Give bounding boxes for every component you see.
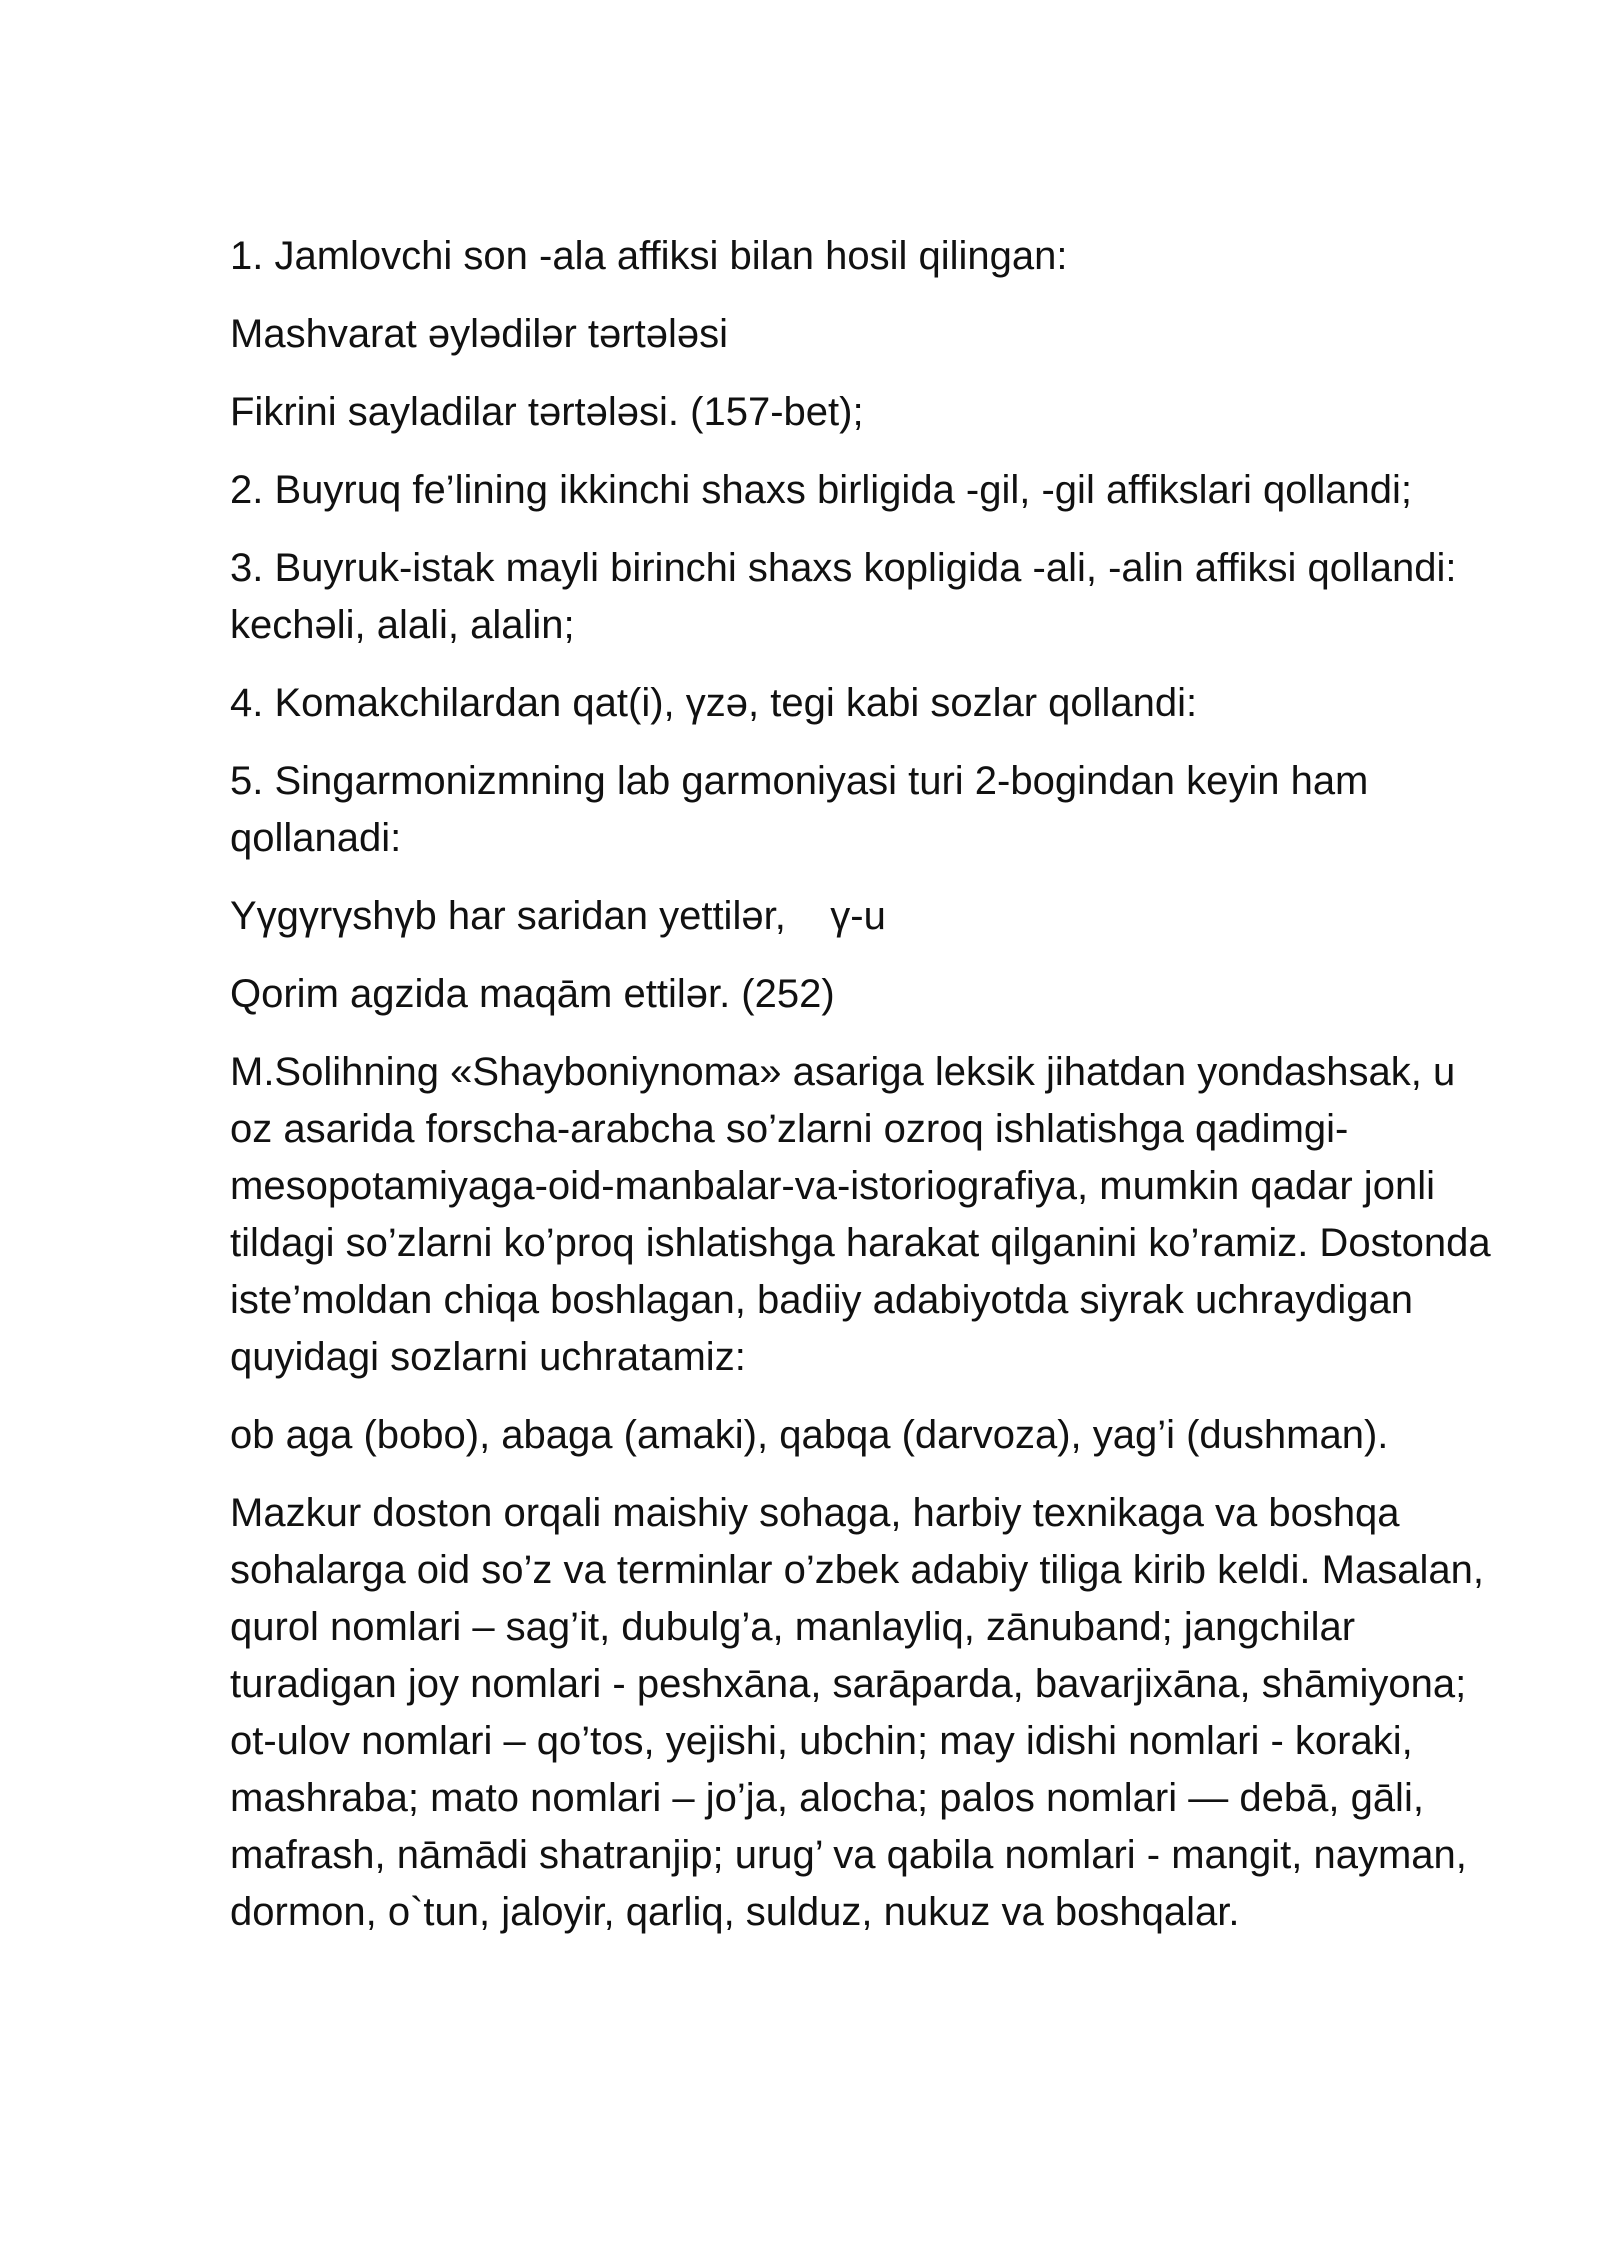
document-body	[230, 228, 1500, 1962]
list-item-5: 5. Singarmonizmning lab garmoniyasi turi 2-bogindan keyin ham qollanadi:	[230, 759, 1369, 860]
verse-line-2: Fikrini sayladilar tərtələsi. (157-bet);	[230, 390, 864, 434]
body-paragraph-3: Mazkur doston orqali maishiy sohaga, harbiy texnikaga va boshqa sohalarga oid so’z va terminlar o’zbek adabiy tiliga kirib keldi. Masalan, qurol nomlari – sag’it, dubulg’a, manlayliq, zānuband; jangchilar turadigan joy nomlari - peshxāna, sarāparda, bavarjixāna, shāmiyona; ot-ulov nomlari – qo’tos, yejishi, ubchin; may idishi nomlari - koraki, mashraba; mato nomlari – jo’ja, alocha; palos nomlari — debā, gāli, mafrash, nāmādi shatranjip; urug’ va qabila nomlari - mangit, nayman, dormon, o`tun, jaloyir, qarliq, sulduz, nukuz va boshqalar.	[230, 1491, 1484, 1934]
list-item-4: 4. Komakchilardan qat(i), γzə, tegi kabi sozlar qollandi:	[230, 681, 1198, 725]
verse-line-4: Qorim agzida maqām ettilər. (252)	[230, 972, 835, 1016]
list-item-2: 2. Buyruq fe’lining ikkinchi shaxs birligida -gil, -gil affikslari qollandi;	[230, 468, 1413, 512]
body-paragraph-2: ob aga (bobo), abaga (amaki), qabqa (darvoza), yag’i (dushman).	[230, 1413, 1389, 1457]
list-item-1: 1. Jamlovchi son -ala affiksi bilan hosil qilingan:	[230, 234, 1068, 278]
body-paragraph-1: M.Solihning «Shayboniynoma» asariga leksik jihatdan yondashsak, u oz asarida forscha-arabcha so’zlarni ozroq ishlatishga qadimgi-mesopotamiyaga-oid-manbalar-va-istoriografiya, mumkin qadar jonli tildagi so’zlarni ko’proq ishlatishga harakat qilganini ko’ramiz. Dostonda iste’moldan chiqa boshlagan, badiiy adabiyotda siyrak uchraydigan quyidagi sozlarni uchratamiz:	[230, 1050, 1491, 1379]
verse-line-3: Yγgγrγshγb har saridan yettilər, γ-u	[230, 894, 886, 938]
verse-line-1: Mashvarat əylədilər tərtələsi	[230, 312, 728, 356]
list-item-3: 3. Buyruk-istak mayli birinchi shaxs kopligida -ali, -alin affiksi qollandi: kechəli, alali, alalin;	[230, 546, 1457, 647]
